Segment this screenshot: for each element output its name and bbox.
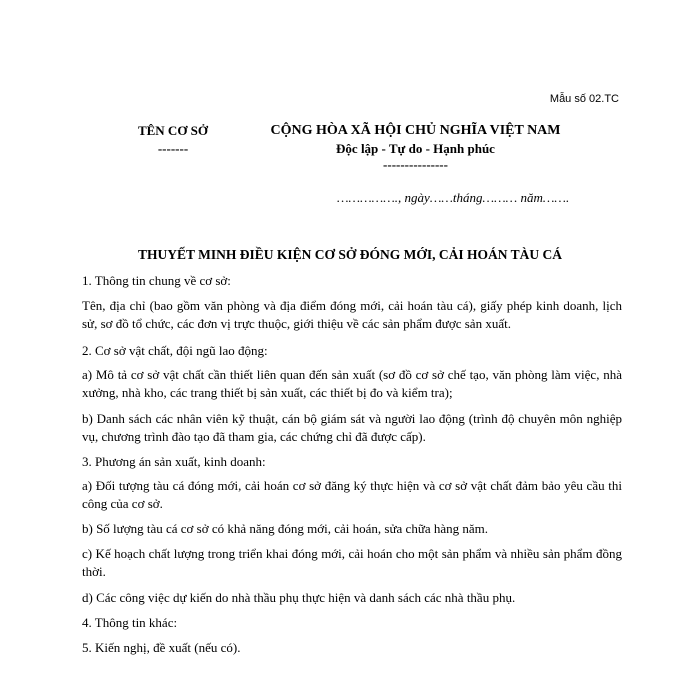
section-4-heading: 4. Thông tin khác:: [82, 615, 178, 630]
date-line: ……………., ngày……tháng……… năm…….: [337, 190, 570, 205]
motto-separator: ---------------: [383, 157, 448, 172]
form-code: Mẫu số 02.TC: [549, 93, 619, 105]
section-3-item-a: a) Đối tượng tàu cá đóng mới, cải hoán cơ sở đăng ký thực hiện và cơ sở vật chất đảm bảo yêu cầu thi công của cơ sở.: [82, 478, 622, 511]
section-3-item-c: c) Kế hoạch chất lượng trong triển khai đóng mới, cải hoán cho một sản phẩm và nhiều sản phẩm đồng thời.: [82, 546, 622, 579]
section-2-item-a: a) Mô tả cơ sở vật chất cần thiết liên quan đến sản xuất (sơ đồ cơ sở chế tạo, văn phòng làm việc, nhà xưởng, nhà kho, các trang thiết bị sản xuất, các thiết bị đo và kiểm tra);: [82, 367, 622, 400]
national-name: CỘNG HÒA XÃ HỘI CHỦ NGHĨA VIỆT NAM: [270, 123, 561, 138]
section-1-body: Tên, địa chỉ (bao gồm văn phòng và địa điểm đóng mới, cải hoán tàu cá), giấy phép kinh doanh, lịch sử, sơ đồ tổ chức, các đơn vị trực thuộc, giới thiệu về các sản phẩm được sản xuất.: [82, 298, 622, 331]
org-name-separator: -------: [157, 141, 189, 156]
national-motto: Độc lập - Tự do - Hạnh phúc: [336, 141, 495, 156]
section-2-item-b: b) Danh sách các nhân viên kỹ thuật, cán bộ giám sát và người lao động (trình độ chuyên môn nghiệp vụ, chương trình đào tạo đã tham gia, các chứng chỉ đã được cấp).: [82, 411, 622, 444]
section-1-heading: 1. Thông tin chung về cơ sở:: [82, 273, 231, 288]
section-3-item-b: b) Số lượng tàu cá cơ sở có khả năng đóng mới, cải hoán, sửa chữa hàng năm.: [82, 521, 489, 536]
document-title: THUYẾT MINH ĐIỀU KIỆN CƠ SỞ ĐÓNG MỚI, CẢI HOÁN TÀU CÁ: [137, 247, 563, 262]
org-name: TÊN CƠ SỞ: [137, 123, 209, 138]
section-3-item-d: d) Các công việc dự kiến do nhà thầu phụ thực hiện và danh sách các nhà thầu phụ.: [82, 590, 516, 605]
section-3-heading: 3. Phương án sản xuất, kinh doanh:: [82, 454, 266, 469]
section-2-heading: 2. Cơ sở vật chất, đội ngũ lao động:: [82, 343, 268, 358]
section-5-heading: 5. Kiến nghị, đề xuất (nếu có).: [82, 640, 241, 655]
